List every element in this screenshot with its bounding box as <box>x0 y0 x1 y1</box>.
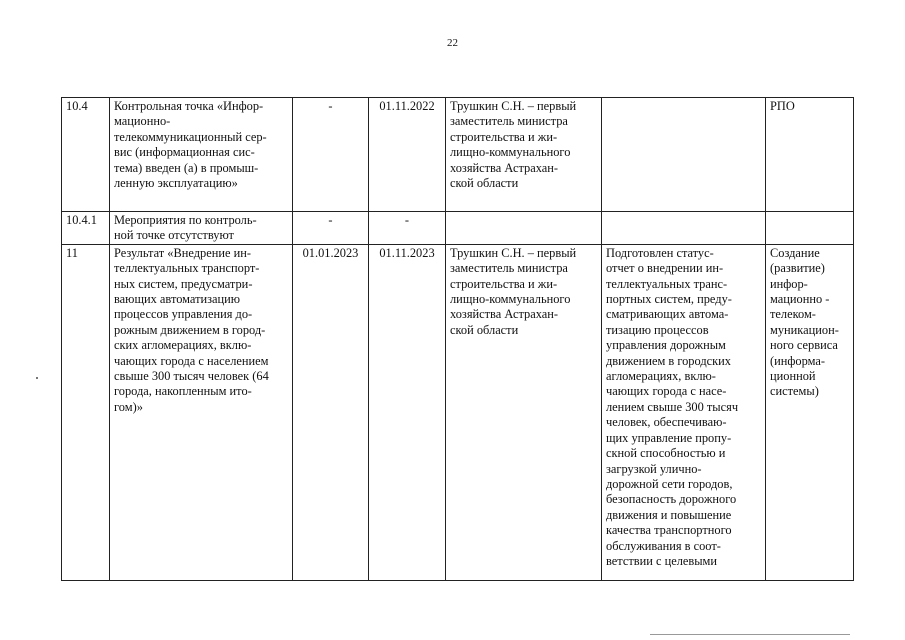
row-type-cell: РПО <box>766 98 854 212</box>
row-number-cell: 10.4.1 <box>62 212 110 245</box>
row-result-cell <box>602 212 766 245</box>
table-row <box>62 244 854 580</box>
row-name-cell: Мероприятия по контроль- ной точке отсутствуют <box>110 212 293 245</box>
row-responsible-cell <box>446 212 602 245</box>
page-number: 22 <box>447 37 458 49</box>
scan-artifact <box>36 377 38 379</box>
row-start-date-cell: - <box>293 212 369 245</box>
table-row <box>62 98 854 212</box>
row-responsible-cell: Трушкин С.Н. – первый заместитель министра строительства и жи- лищно-коммунального хозяйства Астрахан- ской области <box>446 98 602 212</box>
row-start-date-cell: - <box>293 98 369 212</box>
row-name-cell: Контрольная точка «Инфор- мационно- телекоммуникационный сер- вис (информационная сис- тема) введен (а) в промыш- ленную эксплуатацию» <box>110 98 293 212</box>
row-number-cell: 10.4 <box>62 98 110 212</box>
row-name-cell: Результат «Внедрение ин- теллектуальных транспорт- ных систем, предусматри- вающих автоматизацию процессов управления до- рожным движением в город- ских агломерациях, вклю- чающих города с населением свыше 300 тысяч человек (64 города, накопленным ито- гом)» <box>110 244 293 580</box>
control-points-table <box>61 97 854 581</box>
row-end-date-cell: 01.11.2023 <box>369 244 446 580</box>
row-result-cell: Подготовлен статус- отчет о внедрении ин- теллектуальных транс- портных систем, преду- сматривающих автома- тизацию процессов управления дорожным движением в городских агломерациях, вклю- чающих города с насе- лением свыше 300 тысяч человек, обеспечиваю- щих управление пропу- скной способностью и загрузкой улично- дорожной сети городов, безопасность дорожного движения и повышение качества транспортного обслуживания в соот- ветствии с целевыми <box>602 244 766 580</box>
row-type-cell <box>766 212 854 245</box>
row-end-date-cell: 01.11.2022 <box>369 98 446 212</box>
table-row <box>62 212 854 245</box>
row-end-date-cell: - <box>369 212 446 245</box>
scan-artifact <box>650 634 850 635</box>
row-result-cell <box>602 98 766 212</box>
row-type-cell: Создание (развитие) инфор- мационно - телеком- муникацион- ного сервиса (информа- ционной системы) <box>766 244 854 580</box>
row-number-cell: 11 <box>62 244 110 580</box>
row-start-date-cell: 01.01.2023 <box>293 244 369 580</box>
row-responsible-cell: Трушкин С.Н. – первый заместитель министра строительства и жи- лищно-коммунального хозяйства Астрахан- ской области <box>446 244 602 580</box>
